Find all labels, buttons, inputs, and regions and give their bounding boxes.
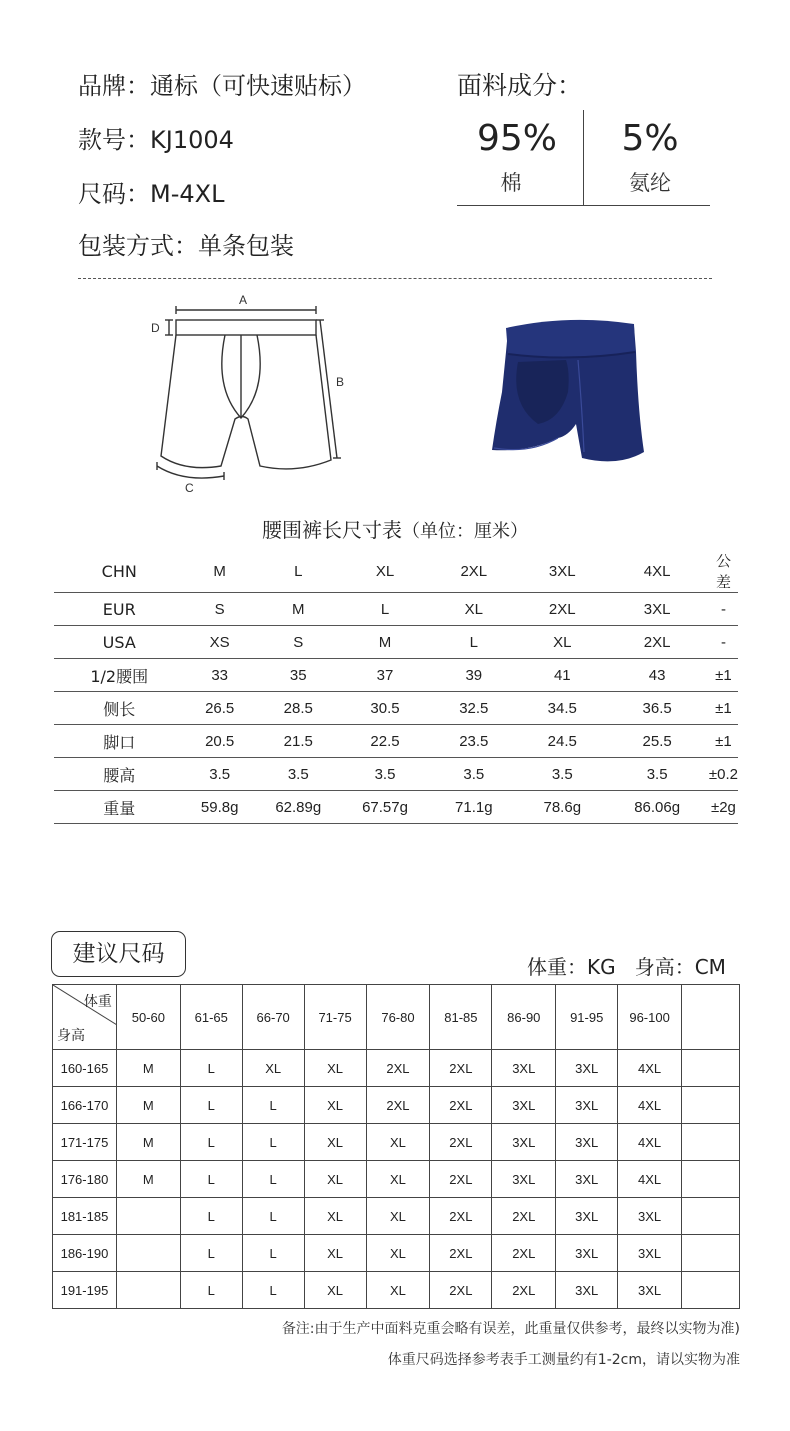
weight-range-header: 86-90 xyxy=(492,985,556,1050)
size-cell: 3XL xyxy=(605,593,709,626)
recommend-size-cell: L xyxy=(180,1198,242,1235)
size-cell: 2XL xyxy=(605,626,709,659)
recommend-size-cell: 2XL xyxy=(492,1235,556,1272)
size-cell: S xyxy=(255,626,342,659)
fabric-percent-spandex: 5% xyxy=(621,118,679,159)
size-cell: 24.5 xyxy=(519,725,605,758)
brand-line xyxy=(78,66,366,101)
size-cell: XL xyxy=(519,626,605,659)
size-cell: - xyxy=(709,626,738,659)
size-row xyxy=(54,791,738,824)
recommend-size-cell: 2XL xyxy=(430,1087,492,1124)
size-row-label: 腰高 xyxy=(54,758,184,791)
size-cell: ±2g xyxy=(709,791,738,824)
recommend-size-cell: 4XL xyxy=(618,1161,682,1198)
size-cell: 23.5 xyxy=(428,725,519,758)
recommend-size-cell: 3XL xyxy=(492,1124,556,1161)
recommend-size-cell xyxy=(682,1235,740,1272)
size-cell: S xyxy=(184,593,254,626)
recommend-size-cell: 2XL xyxy=(430,1235,492,1272)
recommend-size-cell: 3XL xyxy=(492,1161,556,1198)
recommend-size-cell: 4XL xyxy=(618,1124,682,1161)
product-photo xyxy=(478,312,658,482)
recommend-size-cell: XL xyxy=(366,1198,430,1235)
size-row xyxy=(54,626,738,659)
recommend-size-cell: XL xyxy=(366,1124,430,1161)
label-a: A xyxy=(239,293,248,307)
recommend-size-cell: 3XL xyxy=(556,1161,618,1198)
size-range-line xyxy=(78,174,224,209)
size-cell: 36.5 xyxy=(605,692,709,725)
height-range-header: 160-165 xyxy=(53,1050,117,1087)
size-cell: 35 xyxy=(255,659,342,692)
size-cell: M xyxy=(184,550,254,593)
size-cell: 21.5 xyxy=(255,725,342,758)
size-cell: 41 xyxy=(519,659,605,692)
size-cell: 3.5 xyxy=(605,758,709,791)
recommend-size-cell: L xyxy=(180,1087,242,1124)
recommend-size-cell: 2XL xyxy=(430,1272,492,1309)
recommend-size-cell xyxy=(116,1272,180,1309)
size-chart-title-text: 腰围裤长尺寸表 xyxy=(262,518,402,542)
recommend-size-cell: L xyxy=(242,1272,304,1309)
size-cell: 37 xyxy=(342,659,429,692)
recommend-size-cell: 3XL xyxy=(556,1050,618,1087)
size-cell: 30.5 xyxy=(342,692,429,725)
recommend-row xyxy=(53,1272,740,1309)
size-cell: 86.06g xyxy=(605,791,709,824)
brand-value: 通标（可快速贴标） xyxy=(150,72,366,100)
size-cell: 28.5 xyxy=(255,692,342,725)
size-label: 尺码： xyxy=(78,180,150,208)
height-unit: 身高：CM xyxy=(634,955,726,979)
size-chart-body xyxy=(54,550,738,824)
recommend-row xyxy=(53,1124,740,1161)
size-cell: 20.5 xyxy=(184,725,254,758)
recommend-size-cell: 3XL xyxy=(556,1272,618,1309)
size-row-label: CHN xyxy=(54,550,184,593)
brand-label: 品牌： xyxy=(78,72,150,100)
recommend-size-cell xyxy=(116,1235,180,1272)
recommend-size-cell: 3XL xyxy=(618,1235,682,1272)
size-cell: ±1 xyxy=(709,659,738,692)
recommend-size-cell: M xyxy=(116,1087,180,1124)
size-row-label: 脚口 xyxy=(54,725,184,758)
recommend-size-cell: XL xyxy=(304,1124,366,1161)
size-cell: 71.1g xyxy=(428,791,519,824)
recommend-row xyxy=(53,1087,740,1124)
size-cell: 3XL xyxy=(519,550,605,593)
recommend-size-cell: M xyxy=(116,1161,180,1198)
recommend-size-cell: XL xyxy=(304,1198,366,1235)
fabric-divider xyxy=(583,110,584,205)
height-range-header: 186-190 xyxy=(53,1235,117,1272)
note-1: 备注:由于生产中面料克重会略有误差，此重量仅供参考，最终以实物为准) xyxy=(281,1321,740,1337)
recommend-size-cell: L xyxy=(180,1124,242,1161)
recommend-size-cell: 2XL xyxy=(430,1161,492,1198)
size-chart-table xyxy=(54,550,738,824)
weight-range-header: 81-85 xyxy=(430,985,492,1050)
size-cell: XL xyxy=(428,593,519,626)
size-cell: 3.5 xyxy=(184,758,254,791)
recommend-size-cell: 3XL xyxy=(492,1087,556,1124)
recommend-size-cell: XL xyxy=(366,1272,430,1309)
size-row xyxy=(54,725,738,758)
recommend-size-cell xyxy=(682,1161,740,1198)
fabric-name-cotton: 棉 xyxy=(500,171,522,195)
model-label: 款号： xyxy=(78,126,150,154)
size-cell: 25.5 xyxy=(605,725,709,758)
size-cell: 39 xyxy=(428,659,519,692)
recommend-size-cell: 2XL xyxy=(492,1198,556,1235)
size-cell: 3.5 xyxy=(342,758,429,791)
size-cell: L xyxy=(255,550,342,593)
size-cell: XS xyxy=(184,626,254,659)
recommend-size-cell: 3XL xyxy=(556,1124,618,1161)
corner-weight-label: 体重 xyxy=(83,994,112,1010)
recommend-size-cell: 3XL xyxy=(556,1235,618,1272)
size-cell: 公差 xyxy=(709,550,738,593)
fabric-name-spandex: 氨纶 xyxy=(629,171,671,195)
size-cell: M xyxy=(342,626,429,659)
recommend-size-cell xyxy=(682,1272,740,1309)
size-cell: 2XL xyxy=(519,593,605,626)
recommend-size-cell: L xyxy=(242,1235,304,1272)
size-row-label: 重量 xyxy=(54,791,184,824)
size-cell: 59.8g xyxy=(184,791,254,824)
recommend-size-cell: 2XL xyxy=(492,1272,556,1309)
recommend-size-cell: 3XL xyxy=(556,1087,618,1124)
recommend-size-cell xyxy=(682,1050,740,1087)
size-row-label: 1/2腰围 xyxy=(54,659,184,692)
fabric-underline xyxy=(457,205,710,206)
recommend-size-cell: 3XL xyxy=(492,1050,556,1087)
recommend-size-cell: 3XL xyxy=(618,1272,682,1309)
size-row xyxy=(54,550,738,593)
recommend-size-cell: XL xyxy=(366,1161,430,1198)
label-c: C xyxy=(185,481,194,495)
weight-range-header xyxy=(682,985,740,1050)
recommend-size-cell xyxy=(682,1087,740,1124)
recommend-size-cell: L xyxy=(180,1272,242,1309)
size-cell: XL xyxy=(342,550,429,593)
size-cell: 34.5 xyxy=(519,692,605,725)
fabric-title: 面料成分： xyxy=(457,71,583,100)
model-line xyxy=(78,120,234,155)
size-cell: 32.5 xyxy=(428,692,519,725)
recommend-size-cell: 4XL xyxy=(618,1087,682,1124)
package-line xyxy=(78,226,294,261)
recommend-size-cell: 3XL xyxy=(556,1198,618,1235)
corner-height-label: 身高 xyxy=(57,1028,85,1044)
size-cell: 3.5 xyxy=(519,758,605,791)
size-cell: 22.5 xyxy=(342,725,429,758)
note-2: 体重尺码选择参考表手工测量约有1-2cm，请以实物为准 xyxy=(387,1352,740,1368)
recommend-size-cell xyxy=(682,1124,740,1161)
recommend-row xyxy=(53,1235,740,1272)
recommend-size-cell: 2XL xyxy=(366,1050,430,1087)
recommend-corner-cell xyxy=(53,985,117,1050)
size-cell: - xyxy=(709,593,738,626)
size-cell: 78.6g xyxy=(519,791,605,824)
size-cell: ±1 xyxy=(709,725,738,758)
label-d: D xyxy=(151,321,160,335)
size-cell: 62.89g xyxy=(255,791,342,824)
recommend-size-cell: L xyxy=(180,1235,242,1272)
weight-unit: 体重：KG xyxy=(527,955,616,979)
recommend-size-cell: 2XL xyxy=(430,1198,492,1235)
recommend-size-cell xyxy=(682,1198,740,1235)
recommend-size-cell: 4XL xyxy=(618,1050,682,1087)
model-value: KJ1004 xyxy=(150,126,234,154)
weight-range-header: 66-70 xyxy=(242,985,304,1050)
weight-range-header: 71-75 xyxy=(304,985,366,1050)
recommend-size-cell: XL xyxy=(242,1050,304,1087)
size-value: M-4XL xyxy=(150,180,225,208)
recommend-size-cell: L xyxy=(180,1050,242,1087)
recommend-size-cell: XL xyxy=(304,1050,366,1087)
recommend-table xyxy=(52,984,740,1309)
recommend-size-cell: XL xyxy=(304,1161,366,1198)
weight-range-header: 50-60 xyxy=(116,985,180,1050)
size-cell: 67.57g xyxy=(342,791,429,824)
recommend-size-cell: M xyxy=(116,1050,180,1087)
recommend-body xyxy=(53,985,740,1309)
measurement-diagram xyxy=(140,288,360,498)
size-cell: 2XL xyxy=(428,550,519,593)
weight-range-header: 96-100 xyxy=(618,985,682,1050)
weight-range-header: 91-95 xyxy=(556,985,618,1050)
size-row-label: EUR xyxy=(54,593,184,626)
recommend-row xyxy=(53,1050,740,1087)
size-row xyxy=(54,758,738,791)
recommend-title: 建议尺码 xyxy=(51,931,186,977)
recommend-size-cell: 3XL xyxy=(618,1198,682,1235)
recommend-size-cell: L xyxy=(242,1198,304,1235)
size-cell: 43 xyxy=(605,659,709,692)
size-cell: L xyxy=(428,626,519,659)
size-row xyxy=(54,692,738,725)
section-divider xyxy=(78,278,712,279)
weight-range-header: 61-65 xyxy=(180,985,242,1050)
height-range-header: 191-195 xyxy=(53,1272,117,1309)
height-range-header: 181-185 xyxy=(53,1198,117,1235)
size-row xyxy=(54,593,738,626)
recommend-size-cell: L xyxy=(242,1087,304,1124)
recommend-size-cell: L xyxy=(180,1161,242,1198)
fabric-percent-cotton: 95% xyxy=(476,118,557,159)
size-cell: 26.5 xyxy=(184,692,254,725)
size-chart-title xyxy=(0,514,790,543)
recommend-size-cell: 2XL xyxy=(430,1050,492,1087)
recommend-size-cell: 2XL xyxy=(366,1087,430,1124)
size-cell: 3.5 xyxy=(428,758,519,791)
size-cell: 3.5 xyxy=(255,758,342,791)
size-cell: L xyxy=(342,593,429,626)
size-cell: 33 xyxy=(184,659,254,692)
recommend-size-cell: XL xyxy=(366,1235,430,1272)
recommend-header-row xyxy=(53,985,740,1050)
package-label: 包装方式： xyxy=(78,232,198,260)
recommend-size-cell: L xyxy=(242,1161,304,1198)
recommend-size-cell: 2XL xyxy=(430,1124,492,1161)
height-range-header: 166-170 xyxy=(53,1087,117,1124)
recommend-size-cell: XL xyxy=(304,1087,366,1124)
size-cell: M xyxy=(255,593,342,626)
size-row xyxy=(54,659,738,692)
recommend-row xyxy=(53,1161,740,1198)
size-cell: ±1 xyxy=(709,692,738,725)
recommend-size-cell xyxy=(116,1198,180,1235)
size-row-label: USA xyxy=(54,626,184,659)
recommend-size-cell: M xyxy=(116,1124,180,1161)
weight-range-header: 76-80 xyxy=(366,985,430,1050)
recommend-units xyxy=(527,951,726,980)
size-row-label: 侧长 xyxy=(54,692,184,725)
recommend-size-cell: XL xyxy=(304,1272,366,1309)
height-range-header: 171-175 xyxy=(53,1124,117,1161)
height-range-header: 176-180 xyxy=(53,1161,117,1198)
size-chart-unit: （单位：厘米） xyxy=(402,521,528,542)
size-cell: ±0.2 xyxy=(709,758,738,791)
recommend-size-cell: L xyxy=(242,1124,304,1161)
recommend-size-cell: XL xyxy=(304,1235,366,1272)
size-cell: 4XL xyxy=(605,550,709,593)
label-b: B xyxy=(336,375,345,389)
recommend-row xyxy=(53,1198,740,1235)
package-value: 单条包装 xyxy=(198,232,294,260)
